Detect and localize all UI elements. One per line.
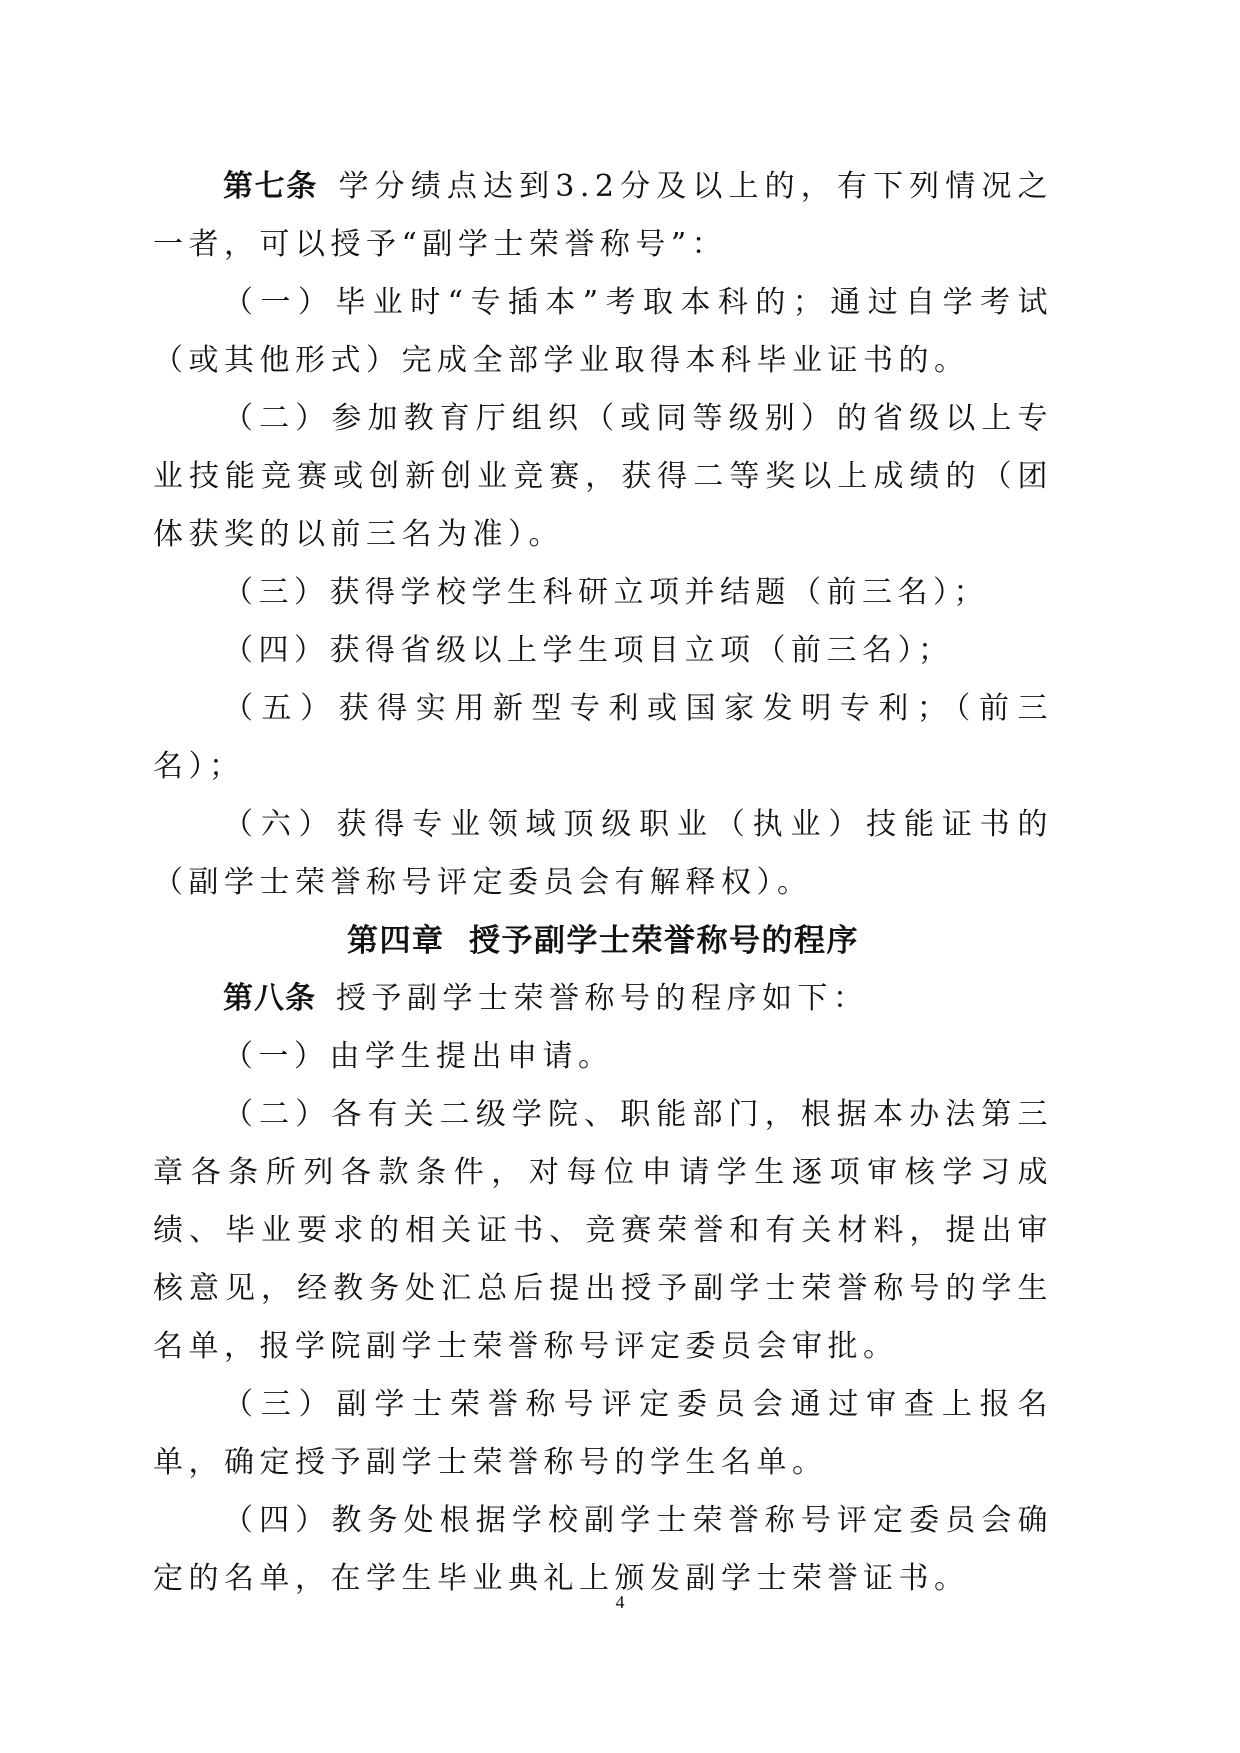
article-8-item-2: （二）各有关二级学院、职能部门，根据本办法第三章各条所列各款条件，对每位申请学生逐项审核学习成绩、毕业要求的相关证书、竞赛荣誉和有关材料，提出审核意见，经教务处汇总后提出授予副学士荣誉称号的学生名单，报学院副学士荣誉称号评定委员会审批。 — [153, 1097, 1053, 1364]
article-7-item-5: （五）获得实用新型专利或国家发明专利；（前三名）； — [153, 691, 1053, 784]
article-8-item-3: （三）副学士荣誉称号评定委员会通过审查上报名单，确定授予副学士荣誉称号的学生名单。 — [153, 1387, 1053, 1480]
article-7-label: 第七条 — [223, 169, 318, 204]
page-number: 4 — [615, 1592, 625, 1612]
article-7-item-2: （二）参加教育厅组织（或同等级别）的省级以上专业技能竞赛或创新创业竞赛，获得二等奖以上成绩的（团体获奖的以前三名为准）。 — [153, 401, 1053, 552]
article-7-item-6: （六）获得专业领域顶级职业（执业）技能证书的（副学士荣誉称号评定委员会有解释权）。 — [153, 807, 1053, 900]
article-8-intro — [153, 970, 1053, 1028]
article-7-item-1: （一）毕业时“专插本”考取本科的；通过自学考试（或其他形式）完成全部学业取得本科毕业证书的。 — [153, 285, 1053, 378]
article-7-intro-text: 学分绩点达到3.2分及以上的，有下列情况之一者，可以授予“副学士荣誉称号”： — [153, 169, 1054, 262]
article-7-intro — [153, 158, 1053, 274]
article-8-intro-text: 授予副学士荣誉称号的程序如下： — [336, 981, 869, 1016]
chapter-4-heading: 第四章 授予副学士荣誉称号的程序 — [346, 923, 860, 959]
article-8-item-4: （四）教务处根据学校副学士荣誉称号评定委员会确定的名单，在学生毕业典礼上颁发副学士荣誉证书。 — [153, 1503, 1053, 1596]
article-8-label: 第八条 — [223, 981, 316, 1016]
document-body — [153, 158, 1053, 1608]
article-8-item-1: （一）由学生提出申请。 — [223, 1039, 614, 1074]
article-7-item-4: （四）获得省级以上学生项目立项（前三名）； — [223, 633, 954, 668]
article-7-item-3: （三）获得学校学生科研立项并结题（前三名）； — [223, 575, 989, 610]
